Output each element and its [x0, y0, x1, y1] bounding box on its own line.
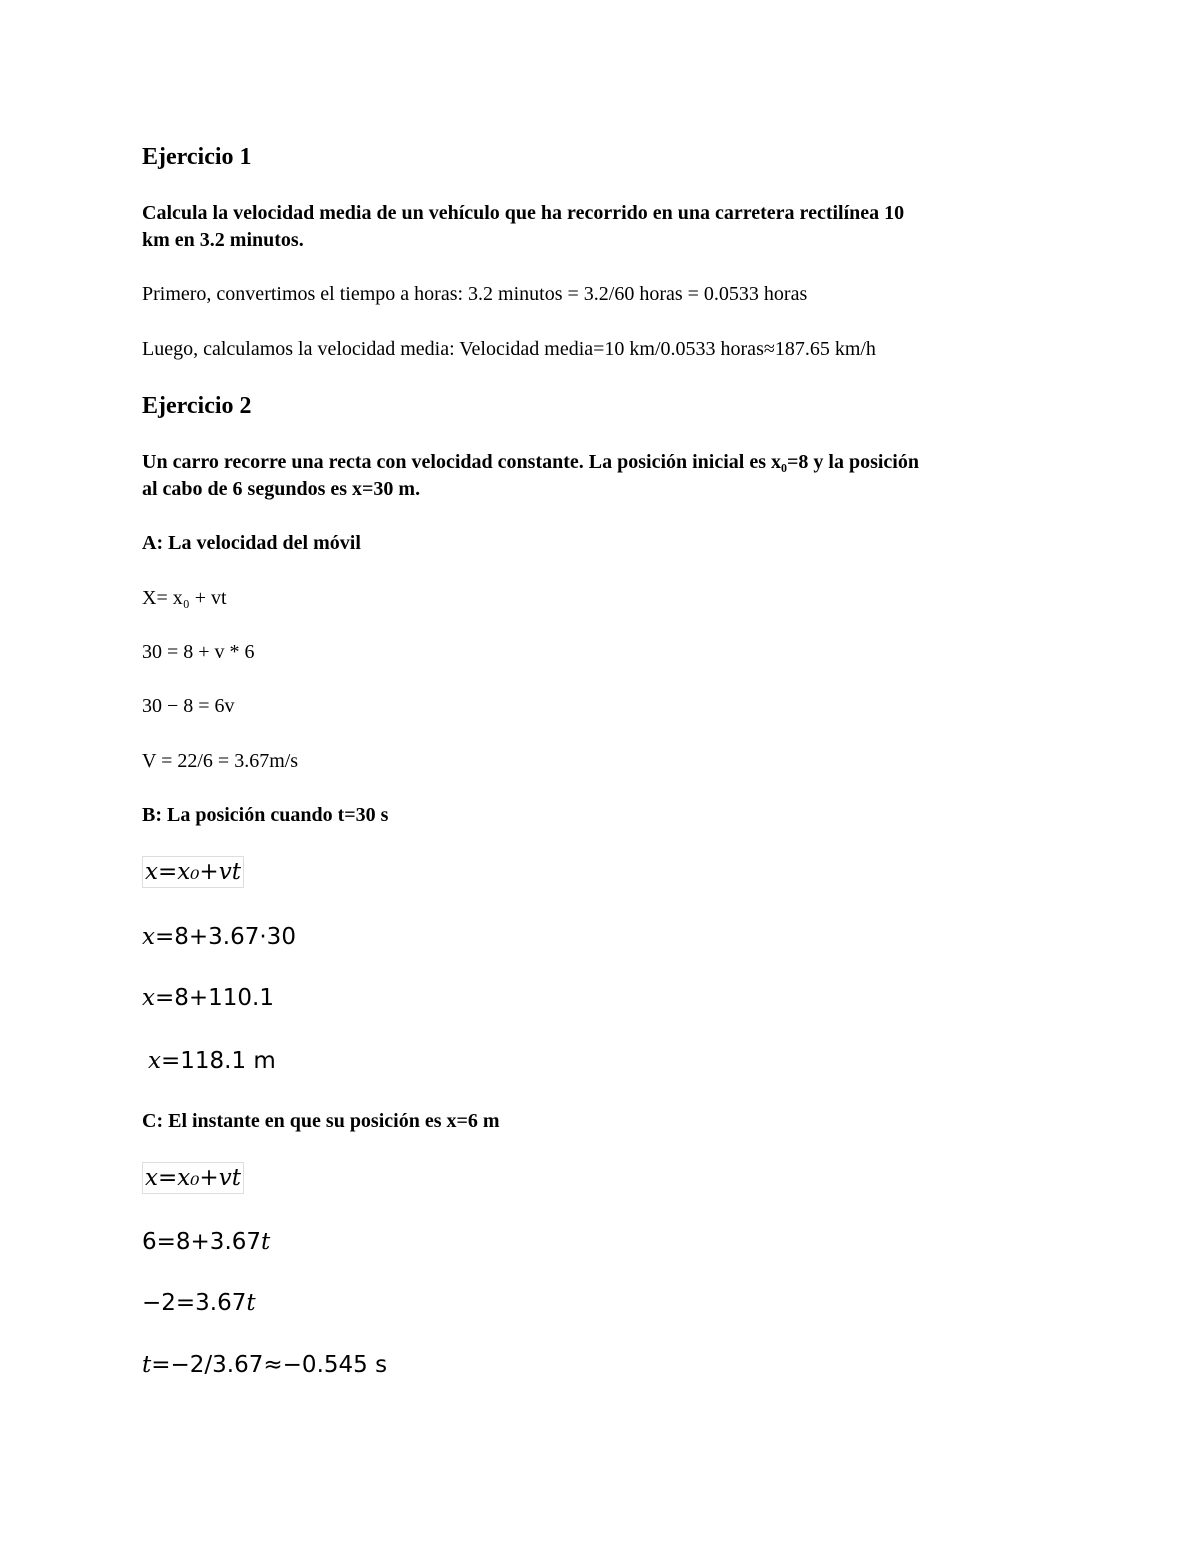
part-b-line-2 [142, 985, 274, 1013]
variable-x: x [148, 1048, 161, 1074]
variable-t: t [261, 1229, 271, 1255]
variable-x: x [142, 985, 155, 1011]
part-b-line-3 [148, 1048, 276, 1076]
variable-t: t [246, 1290, 256, 1316]
exercise-1-step-1: Primero, convertimos el tiempo a horas: 3.2 minutos = 3.2/60 horas = 0.0533 horas [142, 283, 808, 305]
equation-text: =8+110.1 [154, 985, 275, 1011]
part-b-heading: B: La posición cuando t=30 s [142, 804, 389, 826]
equation-text: =8+3.67·30 [154, 924, 296, 950]
part-c-line-1 [142, 1229, 270, 1257]
part-b-formula [142, 859, 244, 887]
exercise-1-statement-line-1: Calcula la velocidad media de un vehículo que ha recorrido en una carretera rectilínea 10 [142, 202, 905, 224]
equation-text: −2=3.67 [142, 1290, 247, 1316]
exercise-2-title: Ejercicio 2 [142, 393, 252, 419]
exercise-2-statement-line-1: Un carro recorre una recta con velocidad constante. La posición inicial es x₀=8 y la posición [142, 451, 919, 473]
variable-x: x [142, 924, 155, 950]
variable-t: t [142, 1352, 152, 1378]
exercise-1-title: Ejercicio 1 [142, 144, 252, 170]
part-c-formula [142, 1165, 244, 1193]
equation-text: =118.1 m [160, 1048, 276, 1074]
formula-box: x=x₀+vt [142, 1162, 244, 1194]
exercise-1-statement-line-2: km en 3.2 minutos. [142, 229, 304, 251]
exercise-1-step-2: Luego, calculamos la velocidad media: Velocidad media=10 km/0.0533 horas≈187.65 km/h [142, 338, 876, 360]
formula-box: x=x₀+vt [142, 856, 244, 888]
part-a-line-4: V = 22/6 = 3.67m/s [142, 750, 299, 772]
exercise-2-statement-line-2: al cabo de 6 segundos es x=30 m. [142, 478, 421, 500]
part-a-line-1: X= x₀ + vt [142, 587, 227, 609]
part-c-line-3 [142, 1352, 387, 1380]
part-a-heading: A: La velocidad del móvil [142, 532, 361, 554]
part-a-line-3: 30 − 8 = 6v [142, 695, 235, 717]
part-b-line-1 [142, 924, 296, 952]
equation-text: 6=8+3.67 [142, 1229, 262, 1255]
equation-text: =−2/3.67≈−0.545 s [151, 1352, 388, 1378]
part-c-heading: C: El instante en que su posición es x=6 m [142, 1110, 500, 1132]
part-c-line-2 [142, 1290, 256, 1318]
part-a-line-2: 30 = 8 + v * 6 [142, 641, 255, 663]
